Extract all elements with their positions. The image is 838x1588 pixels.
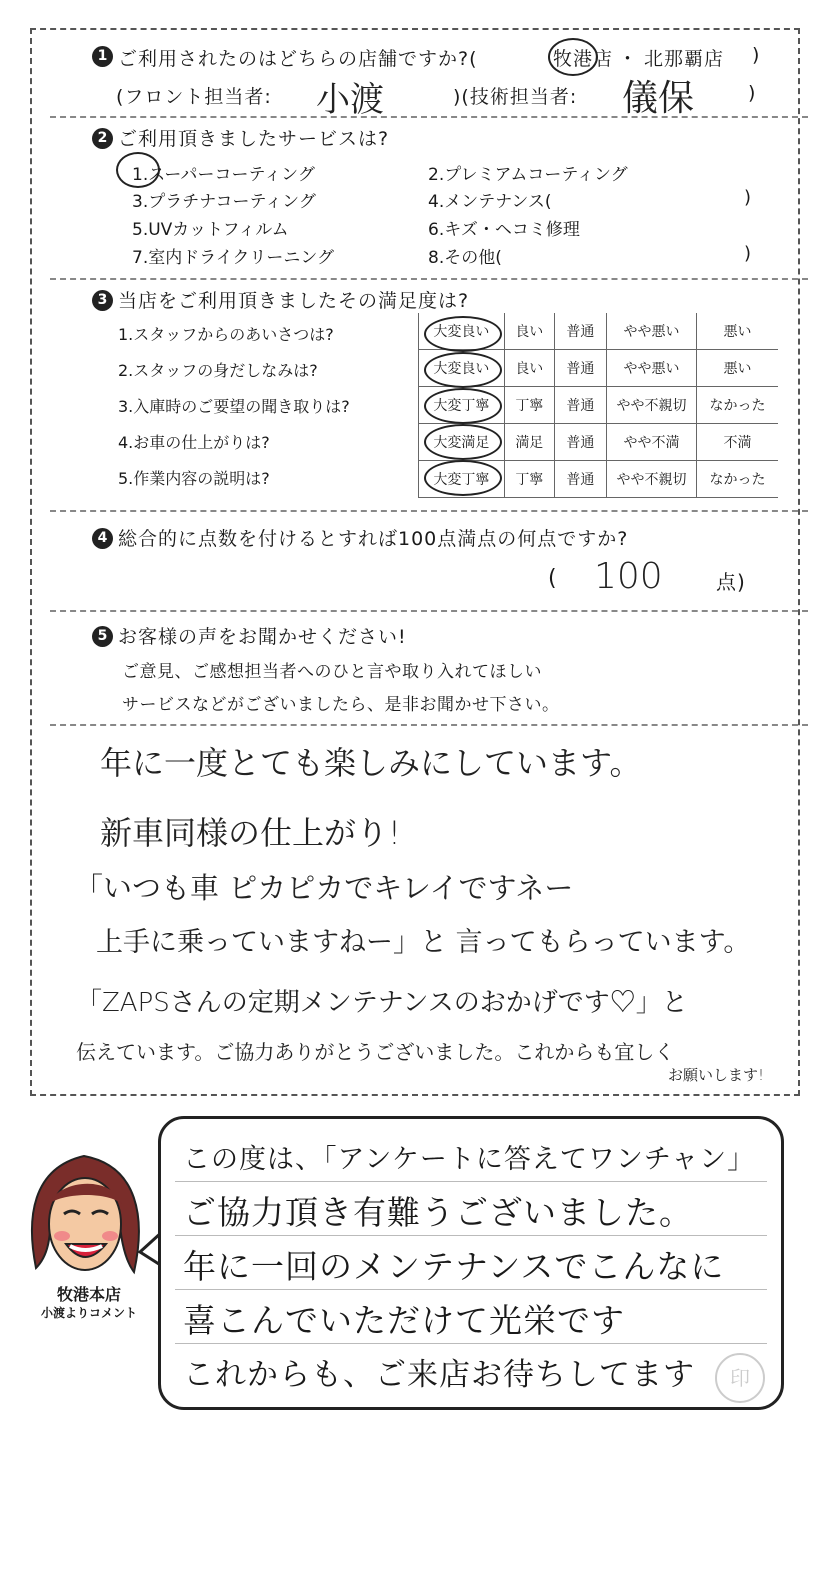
question-5-text: お客様の声をお聞かせください!: [118, 626, 407, 648]
comment-line-4: 喜こんでいただけて光栄です: [183, 1301, 625, 1340]
rating-option: 大変良い: [419, 350, 505, 387]
rating-option: なかった: [697, 461, 778, 498]
selection-circle: [548, 38, 598, 76]
question-2-text: ご利用頂きましたサービスは?: [118, 128, 390, 150]
rating-option: 大変丁寧: [419, 387, 505, 424]
comment-line-2: ご協力頂き有難うございました。: [183, 1193, 693, 1232]
rating-option: 普通: [554, 350, 606, 387]
ruled-line: [175, 1343, 767, 1344]
rating-option: 良い: [504, 350, 554, 387]
divider: [50, 510, 808, 512]
answer-line-5: 「ZAPSさんの定期メンテナンスのおかげです♡」と: [76, 988, 688, 1018]
rating-option: 悪い: [697, 313, 778, 350]
selection-circle: [116, 152, 160, 188]
rating-row-3-label: 3.入庫時のご要望の聞き取りは?: [118, 397, 350, 416]
rating-option: 丁寧: [504, 461, 554, 498]
ruled-line: [175, 1181, 767, 1182]
rating-option: 普通: [554, 424, 606, 461]
selection-circle: [424, 460, 502, 496]
selection-circle: [424, 316, 502, 352]
divider: [50, 724, 808, 726]
seal-stamp: 印: [715, 1353, 765, 1403]
question-4-number: 4: [92, 528, 113, 549]
question-5-instruction-2: サービスなどがございましたら、是非お聞かせ下さい。: [122, 695, 560, 715]
question-4-text: 総合的に点数を付けるとすれば100点満点の何点ですか?: [118, 528, 629, 550]
rating-row-4-label: 4.お車の仕上がりは?: [118, 433, 270, 452]
selection-circle: [424, 424, 502, 460]
divider: [50, 278, 808, 280]
tech-staff-close: ): [748, 82, 757, 104]
rating-option: 悪い: [697, 350, 778, 387]
answer-line-2: 新車同様の仕上がり!: [100, 814, 401, 852]
comment-line-5: これからも、ご来店お待ちしてます: [183, 1357, 695, 1393]
rating-option: やや悪い: [606, 313, 696, 350]
service-option-7: 7.室内ドライクリーニング: [132, 248, 335, 268]
rating-option: 満足: [504, 424, 554, 461]
rating-option: 普通: [554, 313, 606, 350]
comment-line-1: この度は、「アンケートに答えてワンチャン」: [183, 1144, 756, 1175]
staff-avatar: [22, 1148, 150, 1278]
front-staff-label: (フロント担当者:: [116, 86, 272, 108]
rating-option: やや不親切: [606, 461, 696, 498]
rating-option: なかった: [697, 387, 778, 424]
answer-line-3: 「いつも車 ピカピカでキレイですネー: [74, 871, 574, 905]
service-option-6: 6.キズ・ヘコミ修理: [428, 220, 580, 240]
answer-line-6: 伝えています。ご協力ありがとうございました。これからも宜しく: [76, 1040, 675, 1064]
service-option-5: 5.UVカットフィルム: [132, 220, 289, 240]
front-staff-name: 小渡: [316, 80, 384, 120]
question-3-text: 当店をご利用頂きましたその満足度は?: [118, 290, 470, 312]
ruled-line: [175, 1235, 767, 1236]
comment-line-3: 年に一回のメンテナンスでこんなに: [183, 1247, 725, 1286]
question-2-number: 2: [92, 128, 113, 149]
rating-option: 普通: [554, 461, 606, 498]
rating-option: やや不満: [606, 424, 696, 461]
tech-staff-label: )(技術担当者:: [453, 86, 578, 108]
question-5-number: 5: [92, 626, 113, 647]
tech-staff-name: 儀保: [622, 78, 695, 119]
store-separator: ・: [618, 48, 639, 70]
score-value: 100: [594, 556, 663, 597]
store-option-makiminato: 牧港店: [553, 48, 614, 70]
divider: [50, 610, 808, 612]
question-5-instruction-1: ご意見、ご感想担当者へのひと言や取り入れてほしい: [122, 662, 542, 682]
service-option-4: 4.メンテナンス(: [428, 192, 552, 212]
rating-row-2-label: 2.スタッフの身だしなみは?: [118, 361, 318, 380]
question-3-number: 3: [92, 290, 113, 311]
answer-line-7: お願いします!: [668, 1066, 765, 1084]
staff-store: 牧港本店: [56, 1285, 121, 1304]
selection-circle: [424, 352, 502, 388]
service-option-8-close: ): [744, 243, 752, 264]
rating-option: やや悪い: [606, 350, 696, 387]
answer-line-1: 年に一度とても楽しみにしています。: [100, 744, 642, 782]
score-unit: 点): [716, 570, 746, 594]
rating-option: 良い: [504, 313, 554, 350]
rating-option: 不満: [697, 424, 778, 461]
rating-option: 普通: [554, 387, 606, 424]
divider: [50, 116, 808, 118]
question-1-text: ご利用されたのはどちらの店舗ですか?(: [118, 48, 478, 70]
service-option-1: 1.スーパーコーティング: [132, 165, 315, 185]
store-option-kitanaha: 北那覇店: [644, 48, 725, 70]
rating-option: 大変丁寧: [419, 461, 505, 498]
rating-option: 大変良い: [419, 313, 505, 350]
rating-option: 丁寧: [504, 387, 554, 424]
selection-circle: [424, 388, 502, 424]
score-open-paren: (: [548, 566, 558, 591]
question-1-number: 1: [92, 46, 113, 67]
question-1-close: ): [752, 44, 761, 66]
rating-row-5-label: 5.作業内容の説明は?: [118, 469, 270, 488]
service-option-2: 2.プレミアムコーティング: [428, 165, 628, 185]
rating-option: やや不親切: [606, 387, 696, 424]
staff-comment-from: 小渡よりコメント: [40, 1306, 137, 1320]
service-option-3: 3.プラチナコーティング: [132, 192, 316, 212]
rating-row-1-label: 1.スタッフからのあいさつは?: [118, 325, 334, 344]
rating-option: 大変満足: [419, 424, 505, 461]
answer-line-4: 上手に乗っていますねー」と 言ってもらっています。: [96, 927, 751, 958]
service-option-8: 8.その他(: [428, 248, 502, 268]
service-option-4-close: ): [744, 187, 752, 208]
staff-comment-bubble: [158, 1116, 784, 1410]
ruled-line: [175, 1289, 767, 1290]
